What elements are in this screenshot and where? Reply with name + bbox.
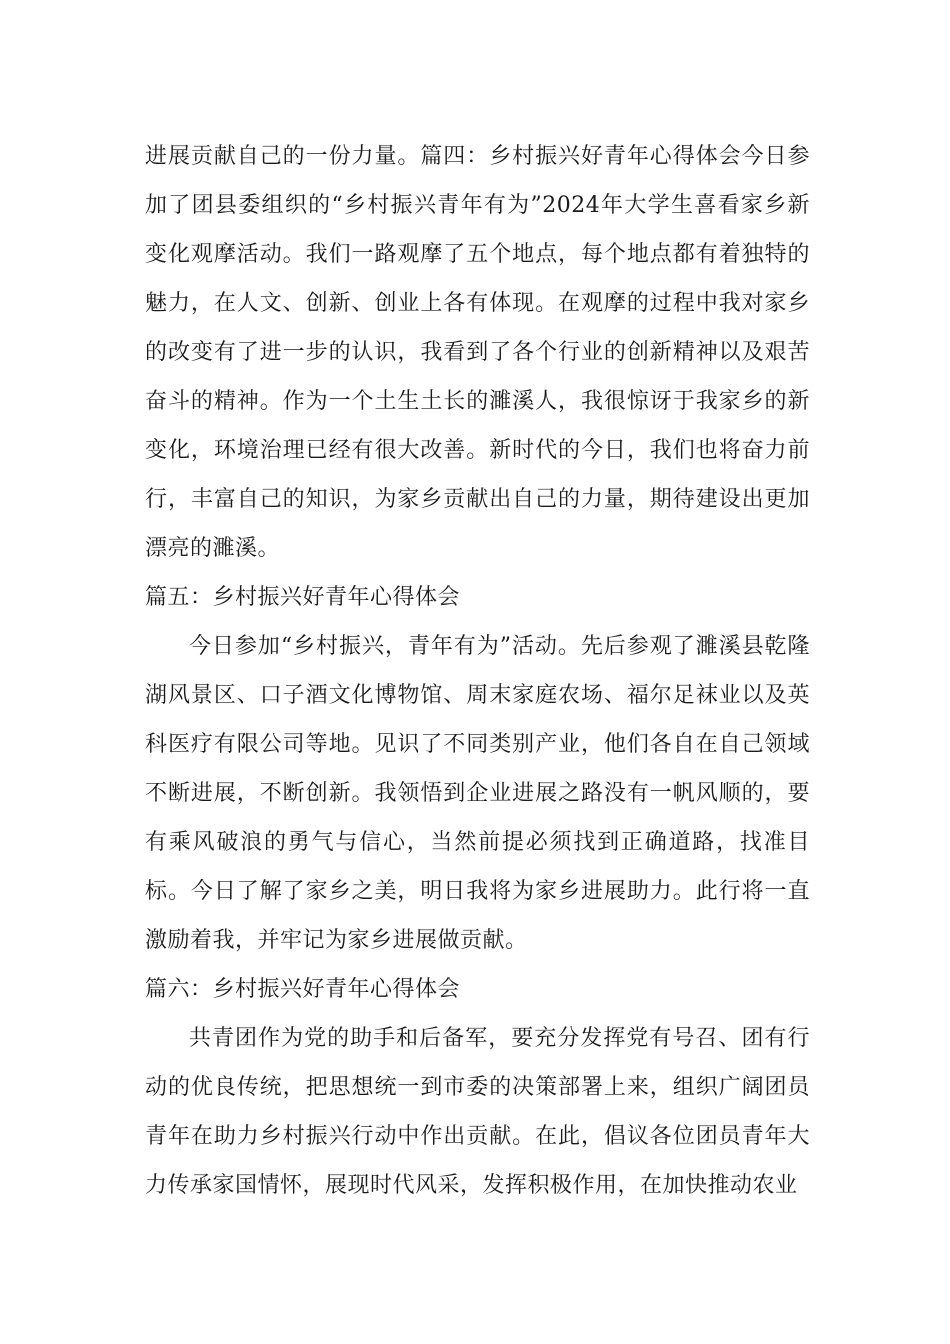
document-body	[145, 132, 810, 1210]
section-heading-five: 篇五：乡村振兴好青年心得体会	[145, 585, 461, 610]
paragraph-continuation: 进展贡献自己的一份力量。篇四：乡村振兴好青年心得体会今日参加了团县委组织的“乡村振兴青年有为”2024年大学生喜看家乡新变化观摩活动。我们一路观摩了五个地点，每个地点都有着独特的魅力，在人文、创新、创业上各有体现。在观摩的过程中我对家乡的改变有了进一步的认识，我看到了各个行业的创新精神以及艰苦奋斗的精神。作为一个土生土长的濉溪人，我很惊讶于我家乡的新变化，环境治理已经有很大改善。新时代的今日，我们也将奋力前行，丰富自己的知识，为家乡贡献出自己的力量，期待建设出更加漂亮的濉溪。	[145, 144, 810, 561]
paragraph-section-five: 今日参加“乡村振兴，青年有为”活动。先后参观了濉溪县乾隆湖风景区、口子酒文化博物馆、周末家庭农场、福尔足袜业以及英科医疗有限公司等地。见识了不同类别产业，他们各自在自己领域不断进展，不断创新。我领悟到企业进展之路没有一帆风顺的，要有乘风破浪的勇气与信心，当然前提必须找到正确道路，找准目标。今日了解了家乡之美，明日我将为家乡进展助力。此行将一直激励着我，并牢记为家乡进展做贡献。	[145, 634, 810, 953]
section-heading-six: 篇六：乡村振兴好青年心得体会	[145, 977, 461, 1002]
paragraph-section-six: 共青团作为党的助手和后备军，要充分发挥党有号召、团有行动的优良传统，把思想统一到市委的决策部署上来，组织广阔团员青年在助力乡村振兴行动中作出贡献。在此，倡议各位团员青年大力传承家国情怀，展现时代风采，发挥积极作用，在加快推动农业	[145, 1026, 810, 1198]
